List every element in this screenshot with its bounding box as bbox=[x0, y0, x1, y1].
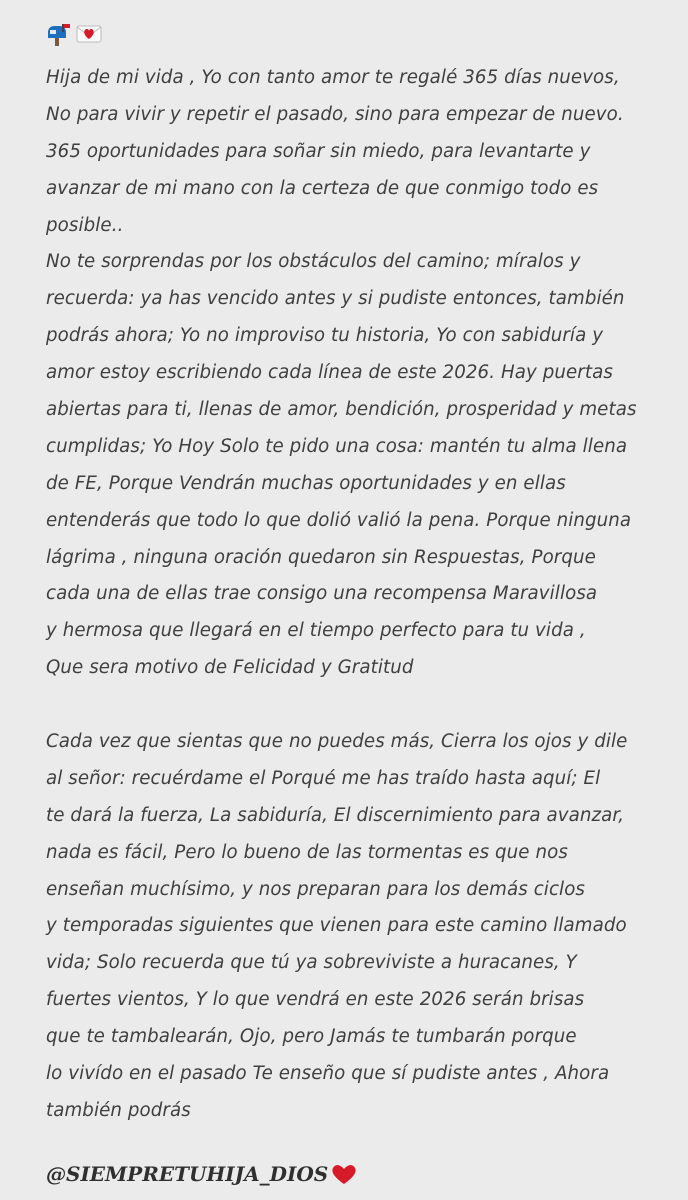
love-letter-icon bbox=[76, 22, 102, 46]
text-line: de FE, Porque Vendrán muchas oportunidades y en ellas bbox=[46, 472, 566, 494]
text-line: amor estoy escribiendo cada línea de este 2026. Hay puertas bbox=[46, 362, 613, 384]
text-line: 365 oportunidades para soñar sin miedo, para levantarte y bbox=[46, 140, 591, 162]
text-line: recuerda: ya has vencido antes y si pudiste entonces, también bbox=[46, 288, 625, 310]
text-line: No para vivir y repetir el pasado, sino para empezar de nuevo. bbox=[46, 103, 624, 125]
text-line: nada es fácil, Pero lo bueno de las tormentas es que nos bbox=[46, 841, 568, 863]
text-line: avanzar de mi mano con la certeza de que conmigo todo es bbox=[46, 177, 599, 199]
text-line: posible.. bbox=[46, 214, 124, 236]
text-line: cumplidas; Yo Hoy Solo te pido una cosa: mantén tu alma llena bbox=[46, 435, 628, 457]
text-line: fuertes vientos, Y lo que vendrá en este 2026 serán brisas bbox=[46, 989, 585, 1011]
text-line: vida; Solo recuerda que tú ya sobreviviste a huracanes, Y bbox=[46, 952, 577, 974]
text-line: Hija de mi vida , Yo con tanto amor te regalé 365 días nuevos, bbox=[46, 67, 620, 88]
text-line: No te sorprendas por los obstáculos del camino; míralos y bbox=[46, 251, 581, 273]
paragraph-spacer bbox=[46, 687, 666, 724]
text-line: y hermosa que llegará en el tiempo perfecto para tu vida , bbox=[46, 620, 586, 642]
text-line: lo vivído en el pasado Te enseño que sí pudiste antes , Ahora bbox=[46, 1063, 610, 1085]
text-line: cada una de ellas trae consigo una recompensa Maravillosa bbox=[46, 583, 598, 605]
text-line: podrás ahora; Yo no improviso tu historia, Yo con sabiduría y bbox=[46, 325, 604, 347]
text-line: enseñan muchísimo, y nos preparan para los demás ciclos bbox=[46, 878, 586, 900]
signature-handle: @SIEMPRETUHIJA_DIOS bbox=[46, 1162, 329, 1186]
text-line: Que sera motivo de Felicidad y Gratitud bbox=[46, 657, 414, 679]
paragraph-1 bbox=[46, 60, 666, 687]
text-line: al señor: recuérdame el Porqué me has traído hasta aquí; El bbox=[46, 767, 601, 789]
signature bbox=[46, 1162, 358, 1186]
emoji-row bbox=[46, 22, 102, 46]
text-line: y temporadas siguientes que vienen para este camino llamado bbox=[46, 915, 627, 937]
text-line: entenderás que todo lo que dolió valió la pena. Porque ninguna bbox=[46, 509, 632, 531]
paragraph-2 bbox=[46, 724, 666, 1130]
text-line: Cada vez que sientas que no puedes más, Cierra los ojos y dile bbox=[46, 731, 628, 753]
text-line: también podrás bbox=[46, 1099, 191, 1121]
text-line: que te tambalearán, Ojo, pero Jamás te tumbarán porque bbox=[46, 1026, 577, 1048]
text-line: te dará la fuerza, La sabiduría, El discernimiento para avanzar, bbox=[46, 804, 625, 826]
text-line: abiertas para ti, llenas de amor, bendición, prosperidad y metas bbox=[46, 399, 637, 421]
red-heart-icon bbox=[330, 1162, 358, 1186]
mailbox-icon bbox=[46, 22, 72, 46]
letter-text bbox=[46, 60, 666, 1130]
text-line: lágrima , ninguna oración quedaron sin Respuestas, Porque bbox=[46, 546, 596, 568]
